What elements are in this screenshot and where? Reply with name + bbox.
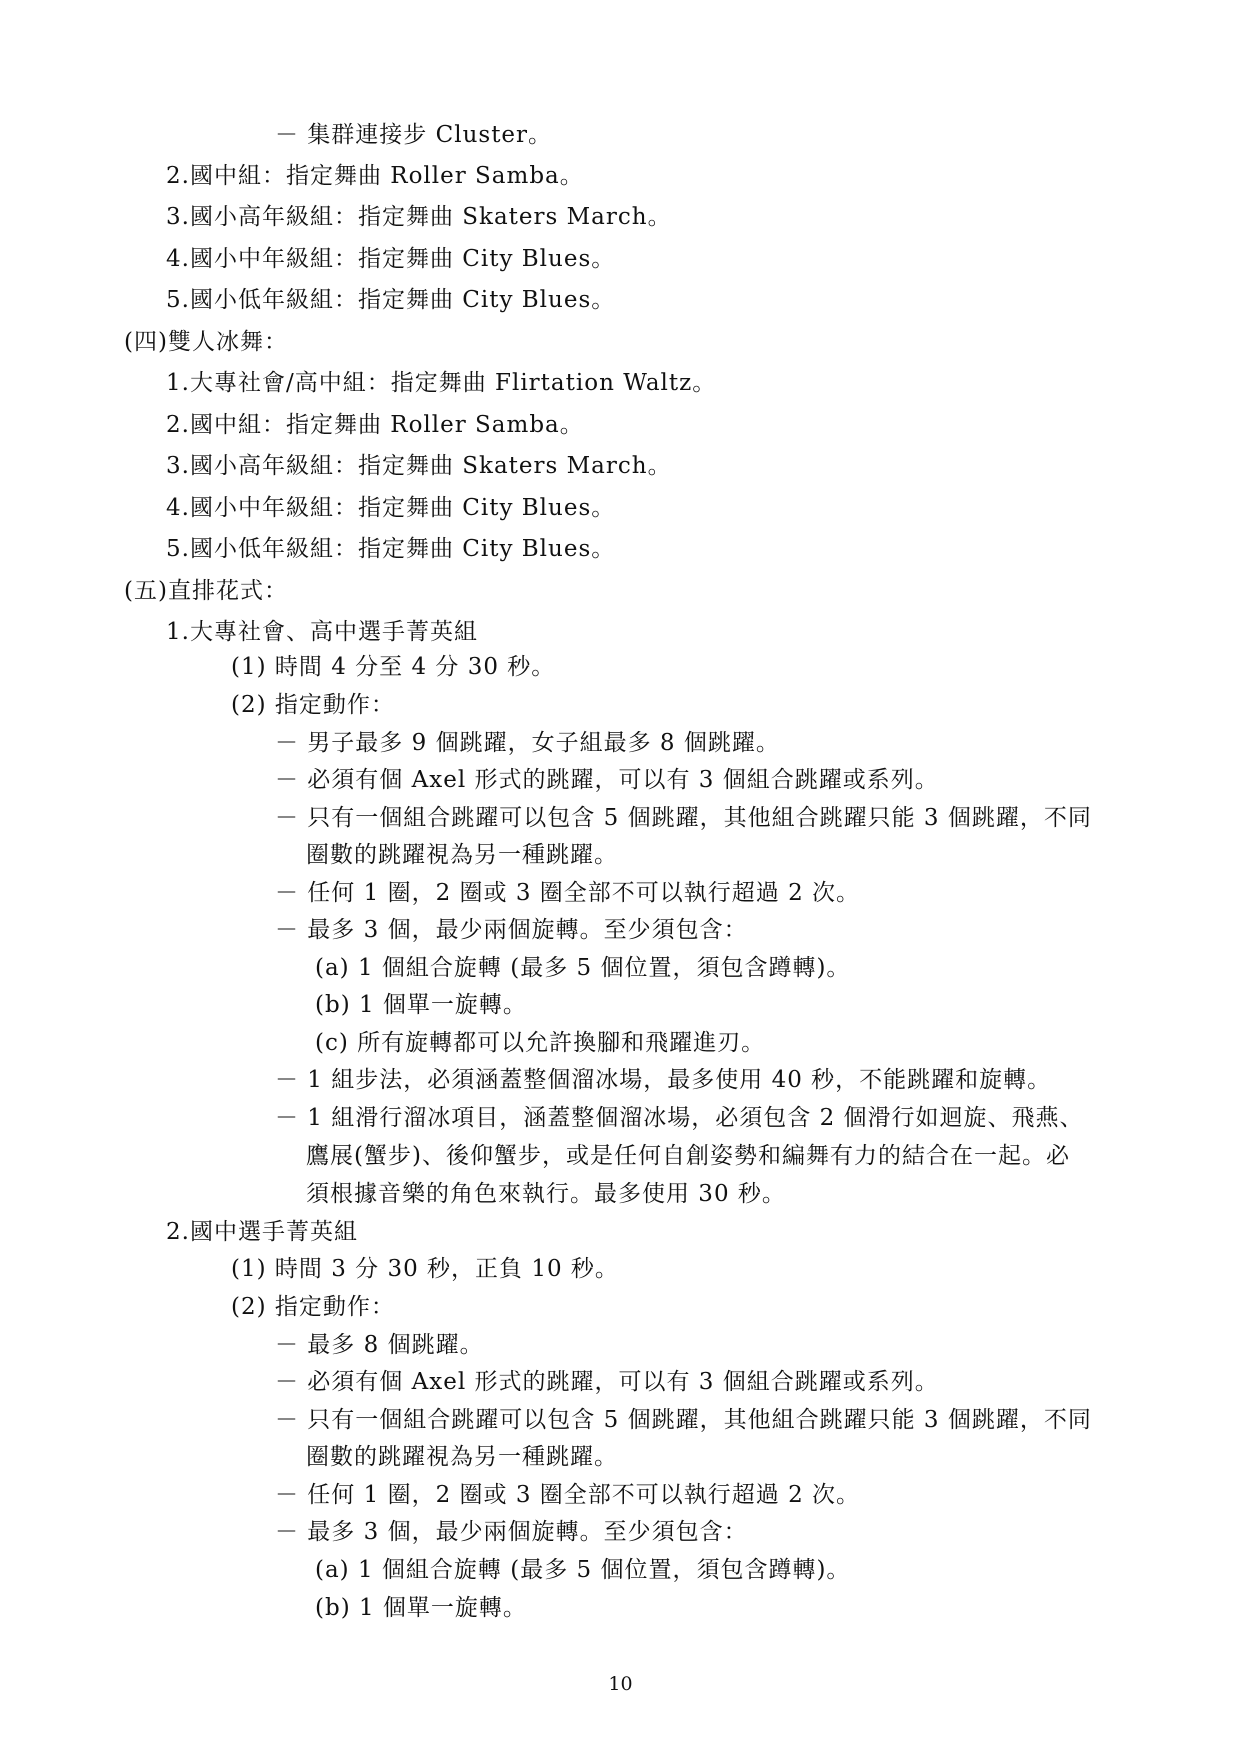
text-line: 4.國小中年級組：指定舞曲 City Blues。 (166, 495, 616, 521)
text-line: － 1 組滑行溜冰項目，涵蓋整個溜冰場，必須包含 2 個滑行如迴旋、飛燕、 (275, 1105, 1084, 1131)
text-line: 5.國小低年級組：指定舞曲 City Blues。 (166, 536, 616, 562)
section-heading: (五)直排花式： (124, 578, 288, 604)
text-line: － 任何 1 圈，2 圈或 3 圈全部不可以執行超過 2 次。 (275, 1482, 861, 1508)
text-line: 2.國中組：指定舞曲 Roller Samba。 (166, 163, 584, 189)
text-line: (b) 1 個單一旋轉。 (315, 1595, 527, 1621)
text-line: 須根據音樂的角色來執行。最多使用 30 秒。 (306, 1181, 786, 1207)
section-heading: (四)雙人冰舞： (124, 329, 288, 355)
text-line: (2) 指定動作： (231, 1294, 395, 1320)
text-line: 4.國小中年級組：指定舞曲 City Blues。 (166, 246, 616, 272)
text-line: 5.國小低年級組：指定舞曲 City Blues。 (166, 287, 616, 313)
text-line: (c) 所有旋轉都可以允許換腳和飛躍進刃。 (315, 1030, 766, 1056)
text-line: (a) 1 個組合旋轉 (最多 5 個位置，須包含蹲轉)。 (315, 955, 851, 981)
text-line: － 男子最多 9 個跳躍，女子組最多 8 個跳躍。 (275, 730, 780, 756)
text-line: 1.大專社會、高中選手菁英組 (166, 619, 478, 645)
text-line: 3.國小高年級組：指定舞曲 Skaters March。 (166, 453, 672, 479)
text-line: － 只有一個組合跳躍可以包含 5 個跳躍，其他組合跳躍只能 3 個跳躍，不同 (275, 805, 1092, 831)
text-line: － 最多 3 個，最少兩個旋轉。至少須包含： (275, 1519, 748, 1545)
text-line: 鷹展(蟹步)、後仰蟹步，或是任何自創姿勢和編舞有力的結合在一起。必 (306, 1143, 1070, 1169)
text-line: － 最多 3 個，最少兩個旋轉。至少須包含： (275, 917, 748, 943)
text-line: (1) 時間 4 分至 4 分 30 秒。 (231, 654, 556, 680)
text-line: － 任何 1 圈，2 圈或 3 圈全部不可以執行超過 2 次。 (275, 880, 861, 906)
text-line: － 必須有個 Axel 形式的跳躍，可以有 3 個組合跳躍或系列。 (275, 767, 939, 793)
text-line: (a) 1 個組合旋轉 (最多 5 個位置，須包含蹲轉)。 (315, 1557, 851, 1583)
text-line: (b) 1 個單一旋轉。 (315, 992, 527, 1018)
text-line: － 1 組步法，必須涵蓋整個溜冰場，最多使用 40 秒，不能跳躍和旋轉。 (275, 1067, 1052, 1093)
text-line: 圈數的跳躍視為另一種跳躍。 (306, 842, 618, 868)
text-line: － 最多 8 個跳躍。 (275, 1332, 484, 1358)
text-line: － 必須有個 Axel 形式的跳躍，可以有 3 個組合跳躍或系列。 (275, 1369, 939, 1395)
text-line: 圈數的跳躍視為另一種跳躍。 (306, 1444, 618, 1470)
text-line: 2.國中選手菁英組 (166, 1219, 358, 1245)
text-line: － 只有一個組合跳躍可以包含 5 個跳躍，其他組合跳躍只能 3 個跳躍，不同 (275, 1407, 1092, 1433)
page-number: 10 (608, 1673, 633, 1695)
text-line: (1) 時間 3 分 30 秒，正負 10 秒。 (231, 1256, 619, 1282)
text-line: 1.大專社會/高中組：指定舞曲 Flirtation Waltz。 (166, 370, 717, 396)
text-line: － 集群連接步 Cluster。 (275, 122, 553, 148)
text-line: 3.國小高年級組：指定舞曲 Skaters March。 (166, 204, 672, 230)
text-line: (2) 指定動作： (231, 692, 395, 718)
text-line: 2.國中組：指定舞曲 Roller Samba。 (166, 412, 584, 438)
